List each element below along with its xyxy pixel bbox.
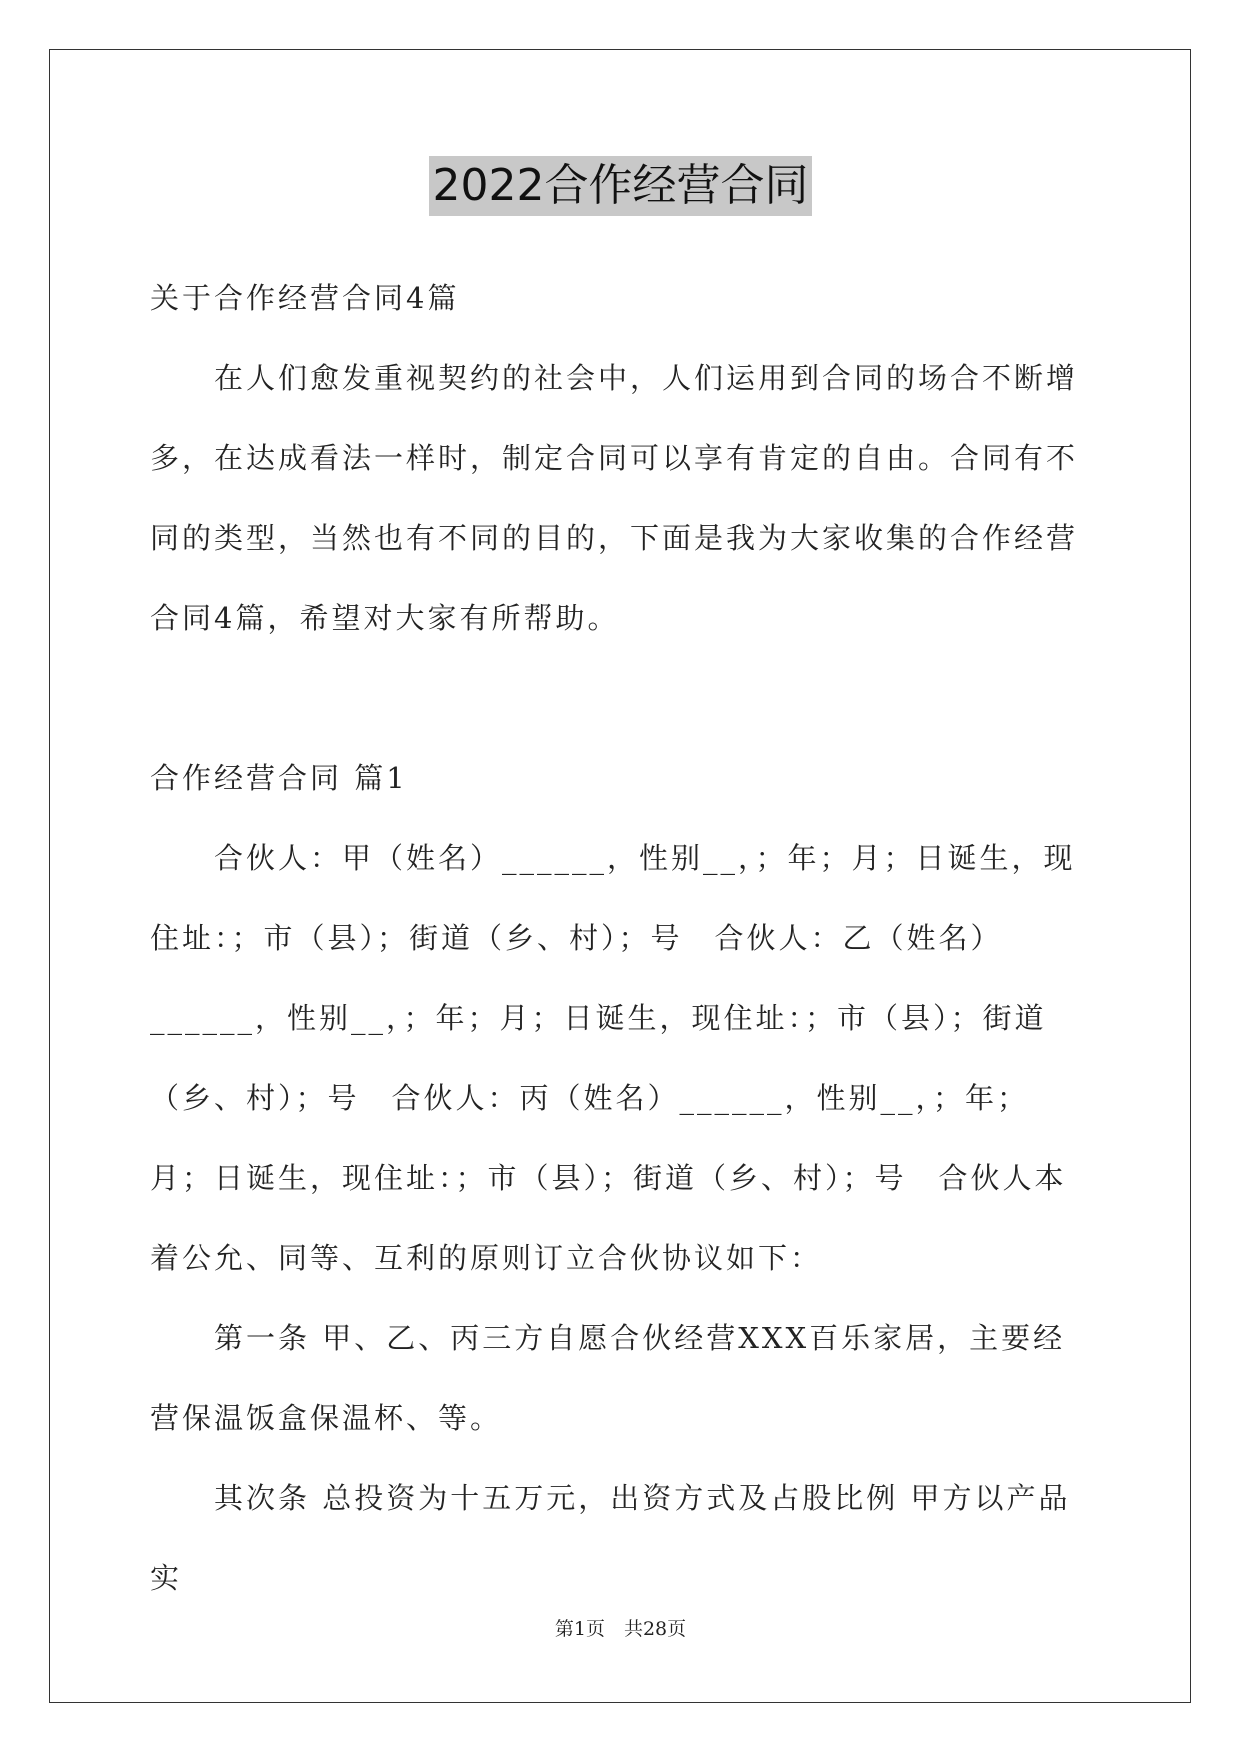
intro-paragraph: 在人们愈发重视契约的社会中，人们运用到合同的场合不断增多，在达成看法一样时，制定合同可以享有肯定的自由。合同有不同的类型，当然也有不同的目的，下面是我为大家收集的合作经营合同4篇，希望对大家有所帮助。 xyxy=(150,361,1079,635)
section-heading: 合作经营合同 篇1 xyxy=(150,761,408,795)
document-subtitle: 关于合作经营合同4篇 xyxy=(150,281,460,315)
body-paragraph-article-2: 其次条 总投资为十五万元，出资方式及占股比例 甲方以产品实 xyxy=(150,1481,1071,1595)
title-wrap xyxy=(0,156,1241,216)
document-title: 2022合作经营合同 xyxy=(429,156,813,216)
body-paragraph-partners: 合伙人：甲（姓名）______，性别__，；年；月；日诞生，现住址：；市（县）；街道（乡、村）；号 合伙人：乙（姓名）______，性别__，；年；月；日诞生，现住址：；市（县）；街道（乡、村）；号 合伙人：丙（姓名）______，性别__，；年；月；日诞生，现住址：；市（县）；街道（乡、村）；号 合伙人本着公允、同等、互利的原则订立合伙协议如下： xyxy=(150,841,1076,1275)
page-number: 第1页 共28页 xyxy=(554,1618,687,1640)
document-body xyxy=(150,258,1090,1618)
page-footer xyxy=(0,1614,1241,1641)
section-spacer xyxy=(150,658,1090,738)
body-paragraph-article-1: 第一条 甲、乙、丙三方自愿合伙经营XXX百乐家居，主要经营保温饭盒保温杯、等。 xyxy=(150,1321,1066,1435)
